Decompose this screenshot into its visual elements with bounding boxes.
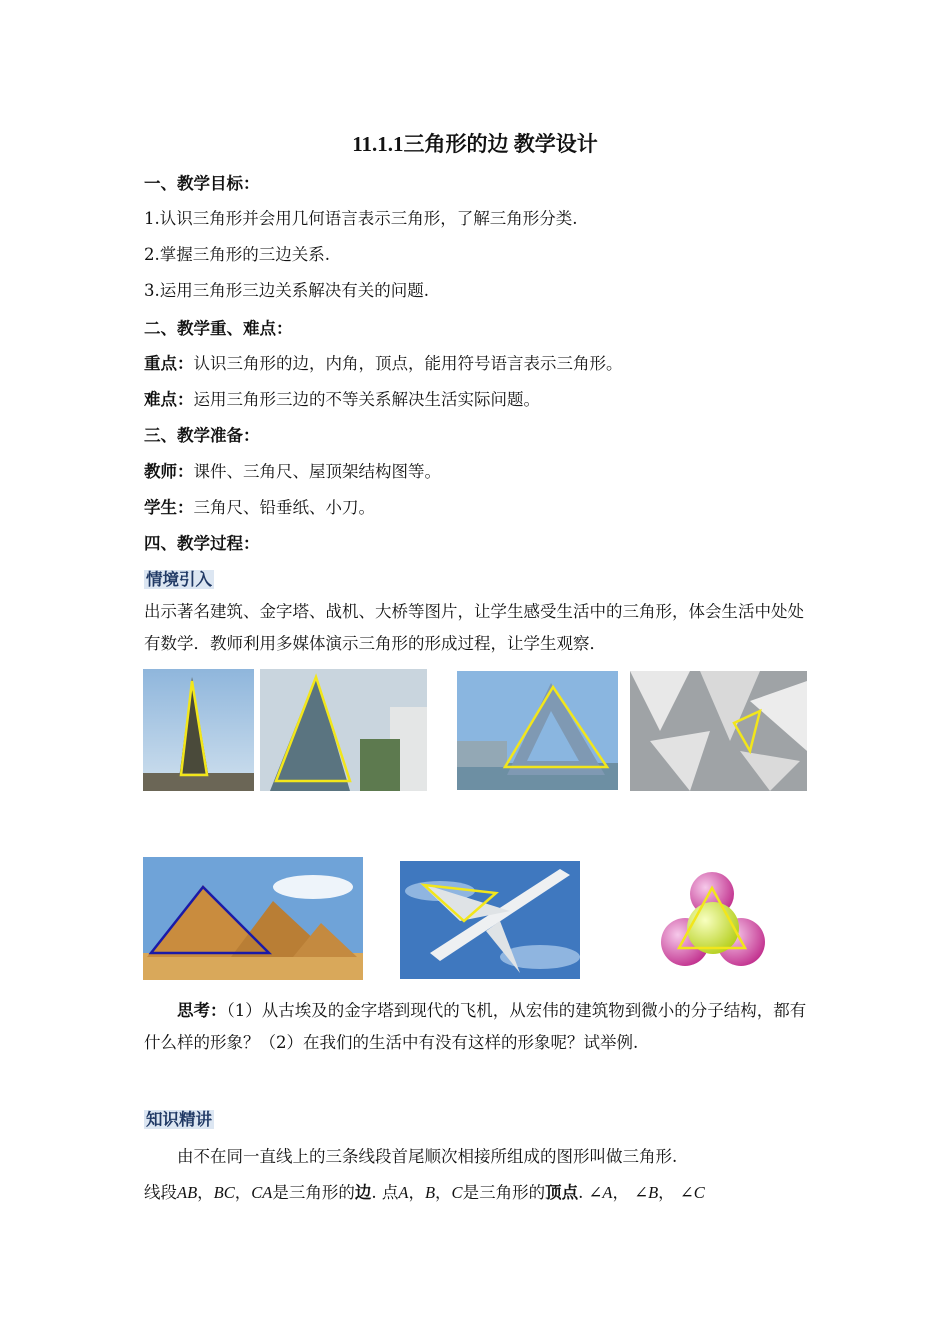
molecule-image bbox=[655, 870, 770, 970]
goal-1: 1.认识三角形并会用几何语言表示三角形，了解三角形分类. bbox=[144, 209, 578, 228]
intro-paragraph: 出示著名建筑、金字塔、战机、大桥等图片，让学生感受生活中的三角形，体会生活中处处有数学．教师利用多媒体演示三角形的形成过程，让学生观察． bbox=[144, 602, 804, 653]
teacher-prep bbox=[144, 458, 441, 482]
hard-label: 难点： bbox=[144, 390, 194, 409]
intro-label: 情境引入 bbox=[146, 570, 212, 589]
page-title: 11.1.1三角形的边 教学设计 bbox=[352, 132, 598, 156]
key-heading: 二、教学重、难点： bbox=[144, 319, 293, 338]
text-segment: ， ∠ bbox=[612, 1183, 649, 1202]
triangle-parts-line bbox=[144, 1179, 705, 1203]
goals-heading: 一、教学目标： bbox=[144, 174, 260, 193]
goal-2: 2.掌握三角形的三边关系. bbox=[144, 245, 330, 264]
text-segment: ， ∠ bbox=[658, 1183, 694, 1202]
think-text: （1）从古埃及的金字塔到现代的飞机，从宏伟的建筑物到微小的分子结构，都有什么样的形象？（2）在我们的生活中有没有这样的形象呢？试举例. bbox=[144, 1001, 807, 1052]
think-paragraph bbox=[144, 995, 809, 1059]
term-vertex: 顶点 bbox=[545, 1183, 579, 1202]
angle-a: A bbox=[602, 1183, 613, 1202]
student-prep bbox=[144, 494, 375, 518]
intro-label-line bbox=[144, 566, 214, 590]
student-label: 学生： bbox=[144, 498, 194, 517]
text-separator: ， bbox=[197, 1183, 214, 1202]
text-separator: ， bbox=[435, 1183, 452, 1202]
text-separator: ， bbox=[408, 1183, 425, 1202]
teacher-text: 课件、三角尺、屋顶架结构图等。 bbox=[193, 462, 441, 481]
text-segment: 是三角形的 bbox=[272, 1183, 355, 1202]
text-segment: . ∠ bbox=[578, 1183, 603, 1202]
segment-ca: CA bbox=[251, 1183, 273, 1202]
facade-photo bbox=[630, 671, 807, 791]
glass-building-photo bbox=[260, 669, 427, 791]
point-b: B bbox=[424, 1183, 436, 1202]
knowledge-label-line bbox=[144, 1106, 214, 1130]
knowledge-label: 知识精讲 bbox=[146, 1110, 212, 1129]
term-edge: 边 bbox=[354, 1183, 372, 1202]
hard-point bbox=[144, 386, 540, 410]
process-heading: 四、教学过程： bbox=[144, 534, 260, 553]
triangle-building-photo bbox=[457, 671, 618, 790]
text-segment: 是三角形的 bbox=[462, 1183, 546, 1202]
triangle-definition: 由不在同一直线上的三条线段首尾顺次相接所组成的图形叫做三角形. bbox=[177, 1147, 678, 1166]
airplane-photo bbox=[400, 861, 580, 979]
text-separator: ， bbox=[234, 1183, 252, 1202]
segment-ab: AB bbox=[177, 1183, 198, 1202]
angle-c: C bbox=[693, 1183, 705, 1202]
pyramids-photo bbox=[143, 857, 363, 980]
key-text: 认识三角形的边，内角，顶点，能用符号语言表示三角形。 bbox=[193, 354, 623, 373]
angle-b: B bbox=[648, 1183, 659, 1202]
point-c: C bbox=[451, 1183, 463, 1202]
key-point bbox=[144, 350, 623, 374]
key-label: 重点： bbox=[144, 354, 194, 373]
segment-bc: BC bbox=[213, 1183, 235, 1202]
teacher-label: 教师： bbox=[144, 462, 194, 481]
text-segment: 线段 bbox=[144, 1183, 177, 1202]
hard-text: 运用三角形三边的不等关系解决生活实际问题。 bbox=[193, 390, 540, 409]
student-text: 三角尺、铅垂纸、小刀。 bbox=[193, 498, 375, 517]
point-a: A bbox=[398, 1183, 409, 1202]
text-segment: . 点 bbox=[371, 1183, 399, 1202]
think-label: 思考： bbox=[177, 1001, 227, 1020]
goal-3: 3.运用三角形三边关系解决有关的问题. bbox=[144, 281, 429, 300]
prep-heading: 三、教学准备： bbox=[144, 426, 260, 445]
tower-photo bbox=[143, 669, 254, 791]
